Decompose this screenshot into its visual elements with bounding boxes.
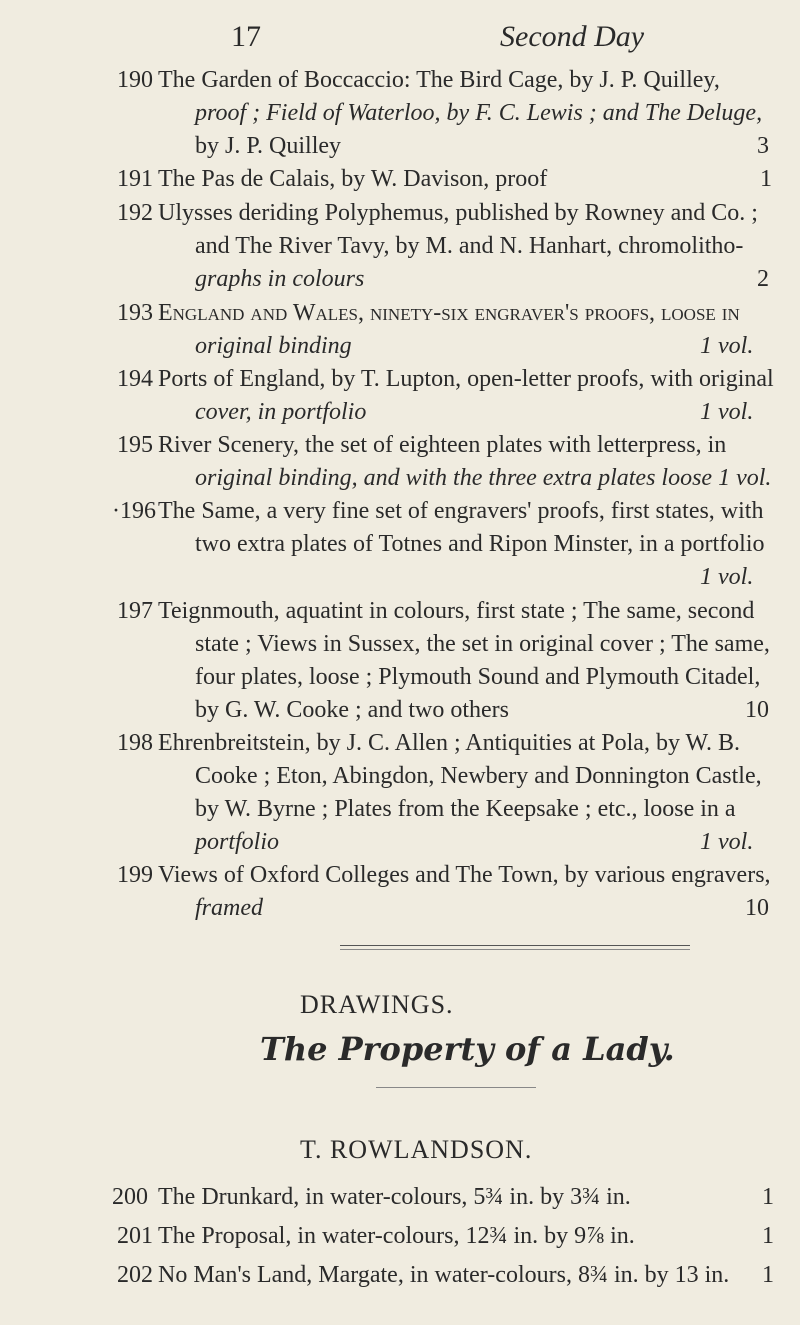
lot-line: No Man's Land, Margate, in water-colours, 8¾ in. by 13 in. xyxy=(158,1262,730,1288)
lot-line: Cooke ; Eton, Abingdon, Newbery and Donnington Castle, xyxy=(195,763,762,789)
lot-number: 202 xyxy=(117,1262,153,1288)
lot-line: four plates, loose ; Plymouth Sound and Plymouth Citadel, xyxy=(195,664,761,690)
day-label: Second Day xyxy=(500,20,645,53)
lot-line: Teignmouth, aquatint in colours, first state ; The same, second xyxy=(158,598,755,624)
lot-line: state ; Views in Sussex, the set in original cover ; The same, xyxy=(195,631,770,657)
lot-quantity: 2 xyxy=(757,266,769,292)
lot-quantity: 10 xyxy=(745,895,769,921)
lot-number: ·196 xyxy=(112,498,156,524)
lot-line: by J. P. Quilley xyxy=(195,133,342,159)
lot-number: 197 xyxy=(117,598,153,624)
lot-line: proof ; Field of Waterloo, by F. C. Lewis ; and The Deluge, xyxy=(195,100,763,126)
lot-number: 191 xyxy=(117,166,153,192)
lot-number: 193 xyxy=(117,300,153,326)
lot-number: 198 xyxy=(117,730,153,756)
lot-line: portfolio xyxy=(195,829,280,855)
lot-quantity: 1 vol. xyxy=(700,399,754,425)
lot-line: original binding xyxy=(195,333,352,359)
lot-quantity: 3 xyxy=(757,133,769,159)
divider-rule xyxy=(340,949,690,950)
lot-line: Ulysses deriding Polyphemus, published by Rowney and Co. ; xyxy=(158,200,758,226)
small-divider xyxy=(376,1087,536,1088)
lot-line: The Garden of Boccaccio: The Bird Cage, by J. P. Quilley, xyxy=(158,67,720,93)
section-subheading: The Property of a Lady. xyxy=(260,1030,675,1068)
lot-number: 200 xyxy=(112,1184,148,1210)
lot-quantity: 1 vol. xyxy=(700,829,754,855)
lot-line: The Pas de Calais, by W. Davison, proof xyxy=(158,166,548,192)
lot-quantity: 1 xyxy=(762,1184,774,1210)
lot-line: by G. W. Cooke ; and two others xyxy=(195,697,509,723)
section-heading: DRAWINGS. xyxy=(300,990,454,1019)
lot-line: original binding, and with the three extra plates loose 1 vol. xyxy=(195,465,772,491)
page-header xyxy=(0,20,800,60)
lot-quantity: 1 vol. xyxy=(700,333,754,359)
lot-line: Ehrenbreitstein, by J. C. Allen ; Antiquities at Pola, by W. B. xyxy=(158,730,740,756)
lot-line: England and Wales, ninety-six engraver's proofs, loose in xyxy=(158,300,740,326)
page-number: 17 xyxy=(231,20,261,53)
lot-number: 195 xyxy=(117,432,153,458)
lot-line: Views of Oxford Colleges and The Town, by various engravers, xyxy=(158,862,771,888)
lot-quantity: 1 xyxy=(762,1262,774,1288)
lot-number: 201 xyxy=(117,1223,153,1249)
lot-quantity: 10 xyxy=(745,697,769,723)
lot-line: by W. Byrne ; Plates from the Keepsake ; etc., loose in a xyxy=(195,796,736,822)
lot-line: and The River Tavy, by M. and N. Hanhart, chromolitho- xyxy=(195,233,744,259)
lot-line: framed xyxy=(195,895,263,921)
lot-quantity: 1 xyxy=(760,166,772,192)
lot-line: cover, in portfolio xyxy=(195,399,367,425)
lot-number: 192 xyxy=(117,200,153,226)
lot-line: River Scenery, the set of eighteen plates with letterpress, in xyxy=(158,432,727,458)
lot-quantity: 1 xyxy=(762,1223,774,1249)
lot-number: 190 xyxy=(117,67,153,93)
lot-line: graphs in colours xyxy=(195,266,365,292)
lot-line: The Drunkard, in water-colours, 5¾ in. by 3¾ in. xyxy=(158,1184,631,1210)
divider-rule xyxy=(340,945,690,946)
lot-line: The Same, a very fine set of engravers' proofs, first states, with xyxy=(158,498,764,524)
artist-name: T. ROWLANDSON. xyxy=(300,1135,533,1164)
lot-line: The Proposal, in water-colours, 12¾ in. by 9⅞ in. xyxy=(158,1223,635,1249)
lot-line: Ports of England, by T. Lupton, open-letter proofs, with original xyxy=(158,366,774,392)
lot-number: 194 xyxy=(117,366,153,392)
lot-line: two extra plates of Totnes and Ripon Minster, in a portfolio xyxy=(195,531,765,557)
lot-quantity: 1 vol. xyxy=(700,564,754,590)
lot-number: 199 xyxy=(117,862,153,888)
